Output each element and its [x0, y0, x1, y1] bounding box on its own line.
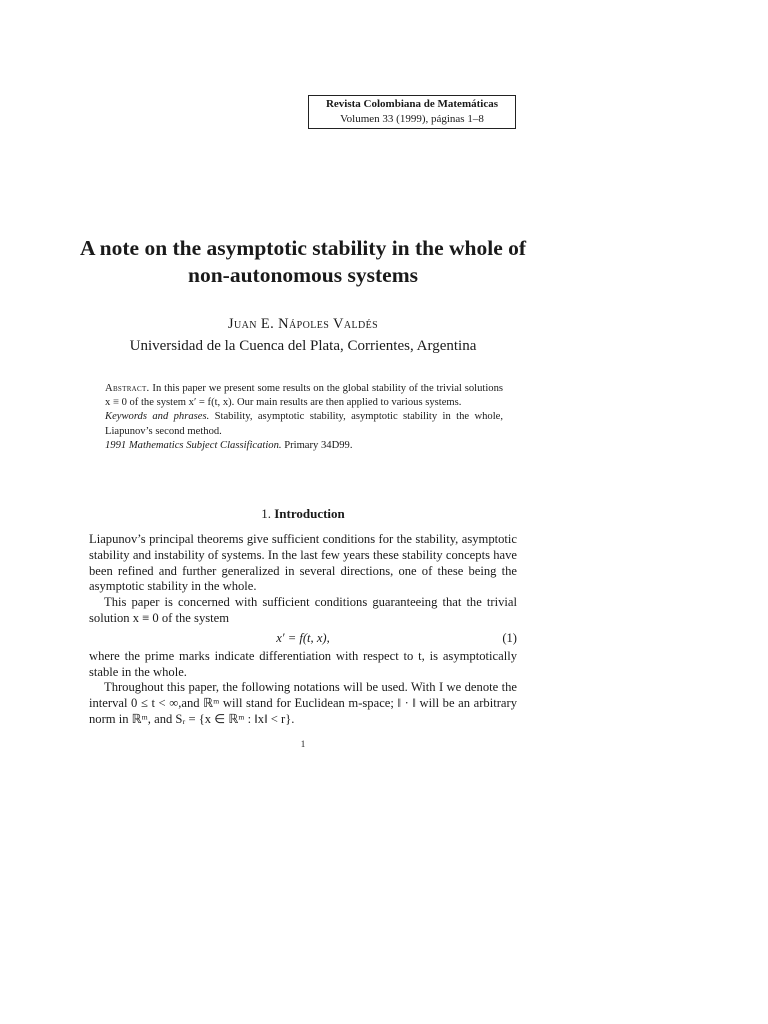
section-number: 1.	[261, 506, 271, 521]
abstract-block	[105, 382, 503, 453]
journal-volume: Volumen 33 (1999), páginas 1–8	[340, 113, 484, 125]
equation-expression: x′ = f(t, x),	[276, 630, 330, 645]
body-text	[89, 532, 517, 728]
paragraph-prime: where the prime marks indicate differentiation with respect to t, is asymptotically stable in the whole.	[89, 648, 517, 679]
journal-header-box	[308, 95, 516, 129]
paragraph-scope: This paper is concerned with sufficient conditions guaranteeing that the trivial solution x ≡ 0 of the system	[89, 595, 517, 625]
paragraph-notation: Throughout this paper, the following notations will be used. With I we denote the interval 0 ≤ t < ∞,and ℝᵐ will stand for Euclidean m-space; ‖ · ‖ will be an arbitrary norm in ℝᵐ, and Sᵣ = {x ∈ ℝᵐ : ‖x‖ < r}.	[89, 680, 517, 726]
paragraph-intro: Liapunov’s principal theorems give sufficient conditions for the stability, asymptotic stability and instability of systems. In the last few years these stability concepts have been refined and further generalized in several directions, one of these being the asymptotic stability in the whole.	[89, 532, 517, 594]
abstract-label: Abstract.	[105, 383, 150, 394]
keywords-text: Stability, asymptotic stability, asymptotic stability in the whole, Liapunov’s second method.	[105, 411, 504, 437]
page-number: 1	[300, 739, 306, 749]
paper-title: A note on the asymptotic stability in the whole of non-autonomous systems	[79, 236, 527, 287]
keywords-paragraph	[105, 410, 503, 438]
msc-text: Primary 34D99.	[284, 439, 353, 451]
author-affiliation: Universidad de la Cuenca del Plata, Corrientes, Argentina	[129, 338, 477, 354]
keywords-label: Keywords and phrases.	[105, 411, 210, 423]
section-heading	[60, 506, 546, 522]
author-name: Juan E. Nápoles Valdés	[227, 316, 379, 332]
section-title: Introduction	[274, 506, 345, 521]
equation-1	[89, 627, 517, 649]
journal-name: Revista Colombiana de Matemáticas	[325, 98, 498, 110]
abstract-paragraph	[105, 382, 503, 410]
msc-label: 1991 Mathematics Subject Classification.	[105, 439, 282, 451]
equation-number: (1)	[502, 630, 517, 645]
abstract-text: In this paper we present some results on the global stability of the trivial solutions x ≡ 0 of the system x′ = f(t, x). Our main results are then applied to various systems.	[105, 383, 503, 409]
msc-paragraph	[105, 439, 503, 453]
